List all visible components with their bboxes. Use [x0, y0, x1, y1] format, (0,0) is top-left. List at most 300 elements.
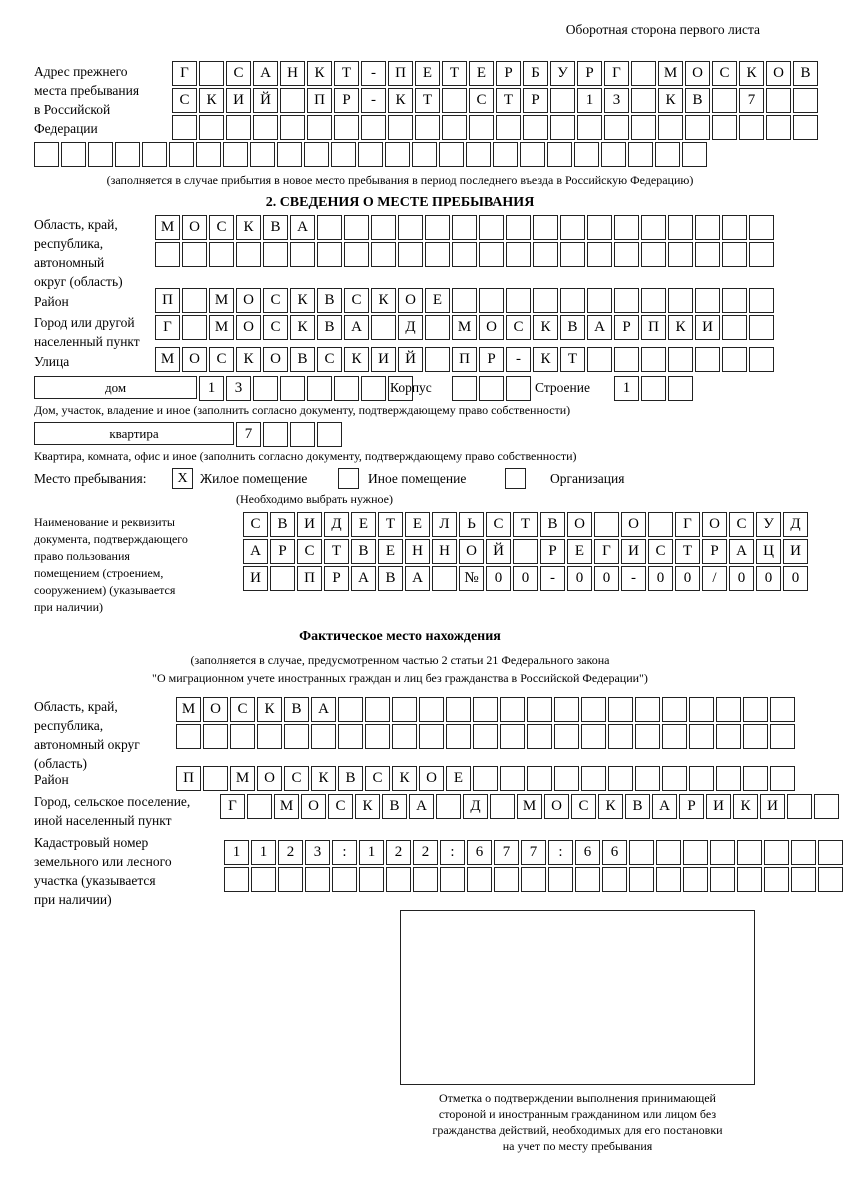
stay-city-cell-7[interactable]: В	[317, 315, 342, 340]
actual-region-r1-cell-6[interactable]: А	[311, 697, 336, 722]
cadastral-r2-cell-18[interactable]	[683, 867, 708, 892]
dom-cells[interactable]	[199, 376, 415, 401]
prev-address-r3-cell-20[interactable]	[685, 115, 710, 140]
actual-city-cell-13[interactable]: О	[544, 794, 569, 819]
stay-street-cell-15[interactable]: К	[533, 347, 558, 372]
cadastral-r2-cell-23[interactable]	[818, 867, 843, 892]
stamp-box[interactable]	[400, 910, 755, 1085]
actual-district-cell-22[interactable]	[743, 766, 768, 791]
prev-address-r2-cell-17[interactable]: 3	[604, 88, 629, 113]
prev-address-row-1[interactable]	[172, 61, 820, 86]
prev-address-r1-cell-13[interactable]: Р	[496, 61, 521, 86]
actual-region-r2-cell-2[interactable]	[203, 724, 228, 749]
prev-address-r3-cell-24[interactable]	[793, 115, 818, 140]
actual-region-r2-cell-7[interactable]	[338, 724, 363, 749]
stay-district-cell-12[interactable]	[452, 288, 477, 313]
prev-address-r3-cell-4[interactable]	[253, 115, 278, 140]
prev-address-r3-cell-1[interactable]	[172, 115, 197, 140]
actual-region-r1-cell-11[interactable]	[446, 697, 471, 722]
stay-city-cell-14[interactable]: С	[506, 315, 531, 340]
stay-street-cell-8[interactable]: К	[344, 347, 369, 372]
doc-r3-cell-7[interactable]: А	[405, 566, 430, 591]
actual-region-r2-cell-10[interactable]	[419, 724, 444, 749]
actual-city-cell-5[interactable]: С	[328, 794, 353, 819]
cadastral-row-1[interactable]	[224, 840, 845, 865]
cadastral-r2-cell-16[interactable]	[629, 867, 654, 892]
prev-address-r4-cell-23[interactable]	[628, 142, 653, 167]
actual-district-cell-9[interactable]: К	[392, 766, 417, 791]
stay-region-r1-cell-5[interactable]: В	[263, 215, 288, 240]
doc-r1-cell-10[interactable]: С	[486, 512, 511, 537]
prev-address-r2-cell-20[interactable]: В	[685, 88, 710, 113]
stay-region-r2-cell-22[interactable]	[722, 242, 747, 267]
stay-street-cell-17[interactable]	[587, 347, 612, 372]
doc-r1-cell-12[interactable]: В	[540, 512, 565, 537]
doc-r1-cell-17[interactable]: Г	[675, 512, 700, 537]
prev-address-r4-cell-2[interactable]	[61, 142, 86, 167]
prev-address-r4-cell-16[interactable]	[439, 142, 464, 167]
dom-cell-4[interactable]	[280, 376, 305, 401]
stay-district-row[interactable]	[155, 288, 776, 313]
prev-address-r4-cell-14[interactable]	[385, 142, 410, 167]
actual-city-cell-2[interactable]	[247, 794, 272, 819]
prev-address-r2-cell-7[interactable]: Р	[334, 88, 359, 113]
stay-city-cell-20[interactable]: К	[668, 315, 693, 340]
cadastral-r1-cell-10[interactable]: 6	[467, 840, 492, 865]
prev-address-r2-cell-15[interactable]	[550, 88, 575, 113]
prev-address-r4-cell-1[interactable]	[34, 142, 59, 167]
cadastral-r2-cell-9[interactable]	[440, 867, 465, 892]
stay-district-cell-10[interactable]: О	[398, 288, 423, 313]
doc-r3-cell-8[interactable]	[432, 566, 457, 591]
stay-district-cell-22[interactable]	[722, 288, 747, 313]
cadastral-r1-cell-5[interactable]: :	[332, 840, 357, 865]
stroenie-cells[interactable]	[614, 376, 695, 401]
actual-region-r2-cell-17[interactable]	[608, 724, 633, 749]
stay-region-r2-cell-16[interactable]	[560, 242, 585, 267]
stay-street-cell-6[interactable]: В	[290, 347, 315, 372]
prev-address-r4-cell-8[interactable]	[223, 142, 248, 167]
cadastral-r1-cell-7[interactable]: 2	[386, 840, 411, 865]
doc-r3-cell-10[interactable]: 0	[486, 566, 511, 591]
cadastral-r2-cell-4[interactable]	[305, 867, 330, 892]
stay-region-r2-cell-10[interactable]	[398, 242, 423, 267]
prev-address-r3-cell-5[interactable]	[280, 115, 305, 140]
stay-region-r1-cell-2[interactable]: О	[182, 215, 207, 240]
stay-region-r1-cell-16[interactable]	[560, 215, 585, 240]
actual-city-cell-15[interactable]: К	[598, 794, 623, 819]
cadastral-r1-cell-17[interactable]	[656, 840, 681, 865]
prev-address-r3-cell-7[interactable]	[334, 115, 359, 140]
stay-region-r2-cell-19[interactable]	[641, 242, 666, 267]
prev-address-r3-cell-21[interactable]	[712, 115, 737, 140]
prev-address-r2-cell-6[interactable]: П	[307, 88, 332, 113]
prev-address-row-4[interactable]	[34, 142, 709, 167]
doc-r2-cell-13[interactable]: Е	[567, 539, 592, 564]
doc-r2-cell-1[interactable]: А	[243, 539, 268, 564]
actual-region-r2-cell-21[interactable]	[716, 724, 741, 749]
doc-r3-cell-12[interactable]: -	[540, 566, 565, 591]
prev-address-r1-cell-12[interactable]: Е	[469, 61, 494, 86]
stroenie-cell-3[interactable]	[668, 376, 693, 401]
doc-r2-cell-3[interactable]: С	[297, 539, 322, 564]
checkbox-organizaciya[interactable]	[505, 468, 526, 489]
doc-row-2[interactable]	[243, 539, 810, 564]
prev-address-r3-cell-19[interactable]	[658, 115, 683, 140]
flat-cells[interactable]	[236, 422, 344, 447]
stay-region-r2-cell-11[interactable]	[425, 242, 450, 267]
stay-district-cell-15[interactable]	[533, 288, 558, 313]
stay-region-row-2[interactable]	[155, 242, 776, 267]
stay-region-r2-cell-3[interactable]	[209, 242, 234, 267]
doc-r2-cell-10[interactable]: Й	[486, 539, 511, 564]
dom-cell-3[interactable]	[253, 376, 278, 401]
prev-address-r1-cell-5[interactable]: Н	[280, 61, 305, 86]
actual-region-r2-cell-4[interactable]	[257, 724, 282, 749]
actual-city-cell-22[interactable]	[787, 794, 812, 819]
cadastral-r2-cell-8[interactable]	[413, 867, 438, 892]
actual-district-cell-17[interactable]	[608, 766, 633, 791]
actual-region-r1-cell-19[interactable]	[662, 697, 687, 722]
stay-district-cell-11[interactable]: Е	[425, 288, 450, 313]
doc-r1-cell-5[interactable]: Е	[351, 512, 376, 537]
stay-street-row[interactable]	[155, 347, 776, 372]
cadastral-r2-cell-11[interactable]	[494, 867, 519, 892]
actual-region-r2-cell-14[interactable]	[527, 724, 552, 749]
actual-region-r1-cell-14[interactable]	[527, 697, 552, 722]
prev-address-r1-cell-3[interactable]: С	[226, 61, 251, 86]
actual-region-r1-cell-4[interactable]: К	[257, 697, 282, 722]
prev-address-r2-cell-21[interactable]	[712, 88, 737, 113]
doc-r2-cell-5[interactable]: В	[351, 539, 376, 564]
actual-city-cell-3[interactable]: М	[274, 794, 299, 819]
prev-address-row-3[interactable]	[172, 115, 820, 140]
stay-street-cell-10[interactable]: Й	[398, 347, 423, 372]
doc-r1-cell-13[interactable]: О	[567, 512, 592, 537]
doc-r2-cell-17[interactable]: Т	[675, 539, 700, 564]
prev-address-r2-cell-12[interactable]: С	[469, 88, 494, 113]
stay-street-cell-5[interactable]: О	[263, 347, 288, 372]
prev-address-r2-cell-24[interactable]	[793, 88, 818, 113]
prev-address-r3-cell-6[interactable]	[307, 115, 332, 140]
stay-district-cell-3[interactable]: М	[209, 288, 234, 313]
stay-region-r1-cell-1[interactable]: М	[155, 215, 180, 240]
prev-address-r2-cell-4[interactable]: Й	[253, 88, 278, 113]
cadastral-r1-cell-6[interactable]: 1	[359, 840, 384, 865]
cadastral-row-2[interactable]	[224, 867, 845, 892]
doc-r3-cell-19[interactable]: 0	[729, 566, 754, 591]
stay-region-r1-cell-19[interactable]	[641, 215, 666, 240]
doc-r3-cell-21[interactable]: 0	[783, 566, 808, 591]
prev-address-r1-cell-24[interactable]: В	[793, 61, 818, 86]
prev-address-r2-cell-23[interactable]	[766, 88, 791, 113]
prev-address-r4-cell-15[interactable]	[412, 142, 437, 167]
doc-r3-cell-16[interactable]: 0	[648, 566, 673, 591]
stay-region-r1-cell-11[interactable]	[425, 215, 450, 240]
stay-city-cell-16[interactable]: В	[560, 315, 585, 340]
korpus-cell-2[interactable]	[479, 376, 504, 401]
cadastral-r2-cell-15[interactable]	[602, 867, 627, 892]
actual-region-r1-cell-20[interactable]	[689, 697, 714, 722]
stay-region-r2-cell-23[interactable]	[749, 242, 774, 267]
doc-r2-cell-8[interactable]: Н	[432, 539, 457, 564]
actual-district-cell-23[interactable]	[770, 766, 795, 791]
doc-row-1[interactable]	[243, 512, 810, 537]
stay-street-cell-7[interactable]: С	[317, 347, 342, 372]
actual-city-cell-9[interactable]	[436, 794, 461, 819]
stay-city-cell-4[interactable]: О	[236, 315, 261, 340]
actual-region-r2-cell-20[interactable]	[689, 724, 714, 749]
stay-district-cell-19[interactable]	[641, 288, 666, 313]
prev-address-r4-cell-17[interactable]	[466, 142, 491, 167]
cadastral-r1-cell-21[interactable]	[764, 840, 789, 865]
stay-street-cell-21[interactable]	[695, 347, 720, 372]
cadastral-r2-cell-17[interactable]	[656, 867, 681, 892]
stay-region-r2-cell-13[interactable]	[479, 242, 504, 267]
actual-region-r2-cell-1[interactable]	[176, 724, 201, 749]
prev-address-r3-cell-18[interactable]	[631, 115, 656, 140]
doc-r1-cell-11[interactable]: Т	[513, 512, 538, 537]
doc-r1-cell-18[interactable]: О	[702, 512, 727, 537]
doc-r1-cell-19[interactable]: С	[729, 512, 754, 537]
actual-city-cell-20[interactable]: К	[733, 794, 758, 819]
stay-street-cell-2[interactable]: О	[182, 347, 207, 372]
prev-address-r1-cell-2[interactable]	[199, 61, 224, 86]
actual-district-cell-2[interactable]	[203, 766, 228, 791]
stay-district-cell-1[interactable]: П	[155, 288, 180, 313]
prev-address-r4-cell-24[interactable]	[655, 142, 680, 167]
stay-region-r2-cell-4[interactable]	[236, 242, 261, 267]
prev-address-r4-cell-25[interactable]	[682, 142, 707, 167]
stay-city-cell-23[interactable]	[749, 315, 774, 340]
actual-district-cell-11[interactable]: Е	[446, 766, 471, 791]
actual-region-r1-cell-23[interactable]	[770, 697, 795, 722]
actual-region-r2-cell-3[interactable]	[230, 724, 255, 749]
prev-address-r2-cell-18[interactable]	[631, 88, 656, 113]
korpus-cell-3[interactable]	[506, 376, 531, 401]
prev-address-r1-cell-1[interactable]: Г	[172, 61, 197, 86]
stay-region-r2-cell-14[interactable]	[506, 242, 531, 267]
actual-region-r2-cell-16[interactable]	[581, 724, 606, 749]
prev-address-r3-cell-9[interactable]	[388, 115, 413, 140]
doc-r1-cell-9[interactable]: Ь	[459, 512, 484, 537]
prev-address-r1-cell-17[interactable]: Г	[604, 61, 629, 86]
prev-address-r4-cell-6[interactable]	[169, 142, 194, 167]
prev-address-row-2[interactable]	[172, 88, 820, 113]
stay-city-cell-9[interactable]	[371, 315, 396, 340]
prev-address-r3-cell-23[interactable]	[766, 115, 791, 140]
actual-district-cell-14[interactable]	[527, 766, 552, 791]
checkbox-zhiloe[interactable]: Х	[172, 468, 193, 489]
actual-city-cell-19[interactable]: И	[706, 794, 731, 819]
actual-region-r2-cell-23[interactable]	[770, 724, 795, 749]
stay-city-cell-15[interactable]: К	[533, 315, 558, 340]
doc-r3-cell-14[interactable]: 0	[594, 566, 619, 591]
stay-district-cell-6[interactable]: К	[290, 288, 315, 313]
prev-address-r1-cell-14[interactable]: Б	[523, 61, 548, 86]
cadastral-r2-cell-5[interactable]	[332, 867, 357, 892]
stay-district-cell-7[interactable]: В	[317, 288, 342, 313]
stay-street-cell-9[interactable]: И	[371, 347, 396, 372]
actual-region-r1-cell-13[interactable]	[500, 697, 525, 722]
stay-city-cell-11[interactable]	[425, 315, 450, 340]
prev-address-r4-cell-7[interactable]	[196, 142, 221, 167]
actual-region-r2-cell-11[interactable]	[446, 724, 471, 749]
cadastral-r1-cell-2[interactable]: 1	[251, 840, 276, 865]
stay-street-cell-1[interactable]: М	[155, 347, 180, 372]
prev-address-r2-cell-8[interactable]: -	[361, 88, 386, 113]
prev-address-r3-cell-11[interactable]	[442, 115, 467, 140]
actual-region-r1-cell-15[interactable]	[554, 697, 579, 722]
cadastral-r1-cell-23[interactable]	[818, 840, 843, 865]
doc-r3-cell-13[interactable]: 0	[567, 566, 592, 591]
stay-region-r1-cell-3[interactable]: С	[209, 215, 234, 240]
prev-address-r2-cell-2[interactable]: К	[199, 88, 224, 113]
prev-address-r2-cell-16[interactable]: 1	[577, 88, 602, 113]
doc-r3-cell-2[interactable]	[270, 566, 295, 591]
doc-r1-cell-4[interactable]: Д	[324, 512, 349, 537]
doc-r2-cell-2[interactable]: Р	[270, 539, 295, 564]
actual-region-r1-cell-12[interactable]	[473, 697, 498, 722]
stay-region-r1-cell-12[interactable]	[452, 215, 477, 240]
cadastral-r2-cell-14[interactable]	[575, 867, 600, 892]
actual-city-cell-7[interactable]: В	[382, 794, 407, 819]
doc-r2-cell-16[interactable]: С	[648, 539, 673, 564]
stay-region-r2-cell-15[interactable]	[533, 242, 558, 267]
prev-address-r1-cell-23[interactable]: О	[766, 61, 791, 86]
stay-district-cell-20[interactable]	[668, 288, 693, 313]
stay-city-cell-12[interactable]: М	[452, 315, 477, 340]
prev-address-r3-cell-14[interactable]	[523, 115, 548, 140]
stay-district-cell-13[interactable]	[479, 288, 504, 313]
actual-region-r2-cell-22[interactable]	[743, 724, 768, 749]
actual-region-r1-cell-17[interactable]	[608, 697, 633, 722]
prev-address-r3-cell-15[interactable]	[550, 115, 575, 140]
stay-street-cell-23[interactable]	[749, 347, 774, 372]
dom-cell-7[interactable]	[361, 376, 386, 401]
actual-region-r2-cell-6[interactable]	[311, 724, 336, 749]
actual-region-r1-cell-8[interactable]	[365, 697, 390, 722]
actual-city-cell-10[interactable]: Д	[463, 794, 488, 819]
actual-region-r1-cell-7[interactable]	[338, 697, 363, 722]
doc-r3-cell-9[interactable]: №	[459, 566, 484, 591]
prev-address-r4-cell-19[interactable]	[520, 142, 545, 167]
stay-region-r2-cell-5[interactable]	[263, 242, 288, 267]
actual-city-cell-1[interactable]: Г	[220, 794, 245, 819]
flat-cell-3[interactable]	[290, 422, 315, 447]
stay-district-cell-21[interactable]	[695, 288, 720, 313]
doc-r1-cell-21[interactable]: Д	[783, 512, 808, 537]
actual-region-r1-cell-22[interactable]	[743, 697, 768, 722]
actual-region-row-1[interactable]	[176, 697, 797, 722]
korpus-cell-1[interactable]	[452, 376, 477, 401]
doc-r3-cell-3[interactable]: П	[297, 566, 322, 591]
stay-district-cell-8[interactable]: С	[344, 288, 369, 313]
doc-r1-cell-7[interactable]: Е	[405, 512, 430, 537]
actual-region-r2-cell-19[interactable]	[662, 724, 687, 749]
actual-region-r2-cell-12[interactable]	[473, 724, 498, 749]
stay-street-cell-14[interactable]: -	[506, 347, 531, 372]
doc-r2-cell-19[interactable]: А	[729, 539, 754, 564]
actual-city-cell-4[interactable]: О	[301, 794, 326, 819]
doc-r3-cell-15[interactable]: -	[621, 566, 646, 591]
prev-address-r4-cell-13[interactable]	[358, 142, 383, 167]
actual-region-r2-cell-9[interactable]	[392, 724, 417, 749]
prev-address-r2-cell-5[interactable]	[280, 88, 305, 113]
actual-district-cell-16[interactable]	[581, 766, 606, 791]
actual-district-cell-8[interactable]: С	[365, 766, 390, 791]
stay-region-r1-cell-18[interactable]	[614, 215, 639, 240]
prev-address-r4-cell-20[interactable]	[547, 142, 572, 167]
flat-cell-1[interactable]: 7	[236, 422, 261, 447]
doc-r3-cell-1[interactable]: И	[243, 566, 268, 591]
stay-region-r2-cell-6[interactable]	[290, 242, 315, 267]
cadastral-r2-cell-6[interactable]	[359, 867, 384, 892]
stay-region-r2-cell-8[interactable]	[344, 242, 369, 267]
prev-address-r4-cell-9[interactable]	[250, 142, 275, 167]
cadastral-r1-cell-14[interactable]: 6	[575, 840, 600, 865]
stay-district-cell-17[interactable]	[587, 288, 612, 313]
cadastral-r2-cell-3[interactable]	[278, 867, 303, 892]
cadastral-r1-cell-20[interactable]	[737, 840, 762, 865]
prev-address-r3-cell-3[interactable]	[226, 115, 251, 140]
cadastral-r1-cell-8[interactable]: 2	[413, 840, 438, 865]
stay-district-cell-4[interactable]: О	[236, 288, 261, 313]
actual-city-cell-14[interactable]: С	[571, 794, 596, 819]
cadastral-r2-cell-22[interactable]	[791, 867, 816, 892]
actual-district-cell-1[interactable]: П	[176, 766, 201, 791]
doc-r2-cell-15[interactable]: И	[621, 539, 646, 564]
stay-city-row[interactable]	[155, 315, 776, 340]
stay-city-cell-6[interactable]: К	[290, 315, 315, 340]
prev-address-r1-cell-21[interactable]: С	[712, 61, 737, 86]
flat-cell-4[interactable]	[317, 422, 342, 447]
actual-region-r1-cell-3[interactable]: С	[230, 697, 255, 722]
prev-address-r3-cell-17[interactable]	[604, 115, 629, 140]
stay-street-cell-13[interactable]: Р	[479, 347, 504, 372]
actual-district-cell-18[interactable]	[635, 766, 660, 791]
stay-region-r2-cell-7[interactable]	[317, 242, 342, 267]
stay-region-r2-cell-18[interactable]	[614, 242, 639, 267]
stay-city-cell-8[interactable]: А	[344, 315, 369, 340]
doc-r3-cell-5[interactable]: А	[351, 566, 376, 591]
stay-region-r1-cell-20[interactable]	[668, 215, 693, 240]
doc-r3-cell-17[interactable]: 0	[675, 566, 700, 591]
korpus-cells[interactable]	[452, 376, 533, 401]
actual-district-cell-12[interactable]	[473, 766, 498, 791]
actual-district-cell-13[interactable]	[500, 766, 525, 791]
actual-district-cell-20[interactable]	[689, 766, 714, 791]
cadastral-r2-cell-10[interactable]	[467, 867, 492, 892]
stay-region-r1-cell-6[interactable]: А	[290, 215, 315, 240]
actual-region-r1-cell-10[interactable]	[419, 697, 444, 722]
prev-address-r1-cell-20[interactable]: О	[685, 61, 710, 86]
actual-region-row-2[interactable]	[176, 724, 797, 749]
doc-r2-cell-21[interactable]: И	[783, 539, 808, 564]
stay-city-cell-13[interactable]: О	[479, 315, 504, 340]
actual-city-cell-6[interactable]: К	[355, 794, 380, 819]
cadastral-r1-cell-4[interactable]: 3	[305, 840, 330, 865]
stay-region-r2-cell-2[interactable]	[182, 242, 207, 267]
cadastral-r1-cell-15[interactable]: 6	[602, 840, 627, 865]
doc-r2-cell-20[interactable]: Ц	[756, 539, 781, 564]
cadastral-r1-cell-3[interactable]: 2	[278, 840, 303, 865]
stay-street-cell-16[interactable]: Т	[560, 347, 585, 372]
stay-region-r2-cell-20[interactable]	[668, 242, 693, 267]
actual-region-r2-cell-8[interactable]	[365, 724, 390, 749]
cadastral-r2-cell-12[interactable]	[521, 867, 546, 892]
stay-city-cell-3[interactable]: М	[209, 315, 234, 340]
